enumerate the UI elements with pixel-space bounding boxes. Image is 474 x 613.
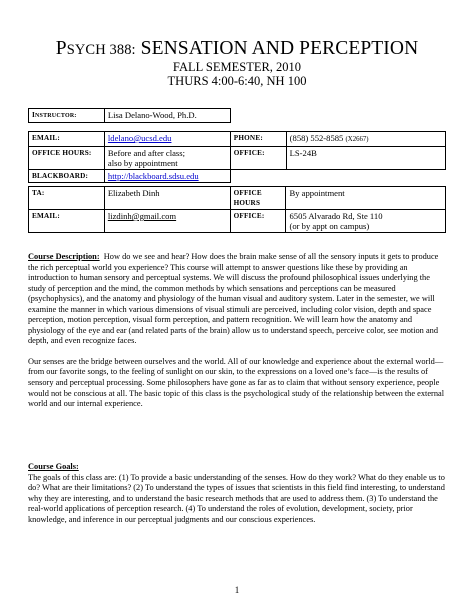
instructor-label: INSTRUCTOR: (29, 109, 105, 123)
office-hours-row (29, 147, 446, 170)
phone-label: PHONE: (230, 132, 286, 147)
course-code-first-letter: P (55, 38, 67, 59)
ta-email-link[interactable]: lizdinh@gmail.com (107, 211, 177, 221)
course-goals-text: The goals of this class are: (1) To provide a basic understanding of the senses. How do they work? What do they enable us to do? What are their limitations? (2) To understand the types of issues that scientists in this field find interesting, to understand why they are interesting, and to understand the basic research methods that are used to address them. (3) To understand the real-world applications of perception research. (4) To understand the roles of evolution, development, society, prior knowledge, and inference in our perceptual judgments and our conscious experiences. (28, 472, 445, 524)
ta-table (28, 186, 446, 233)
instructor-row (29, 109, 446, 123)
blackboard-row (29, 170, 446, 183)
email-phone-row (29, 132, 446, 147)
schedule: THURS 4:00-6:40, NH 100 (167, 74, 307, 88)
office-value: LS-24B (286, 147, 445, 170)
ta-office-hours-value: By appointment (286, 187, 446, 210)
office-label: OFFICE: (230, 147, 286, 170)
course-description (28, 252, 448, 410)
instructor-name: Lisa Delano-Wood, Ph.D. (104, 109, 230, 123)
ta-email-row (29, 210, 446, 233)
instructor-email-link[interactable]: ldelano@ucsd.edu (107, 133, 172, 143)
office-hours-label: OFFICE HOURS: (29, 147, 105, 170)
ta-name: Elizabeth Dinh (104, 187, 230, 210)
ta-office-hours-label: OFFICE HOURS (230, 187, 286, 210)
phone-ext: (X2667) (345, 136, 369, 143)
email-label: EMAIL: (29, 132, 105, 147)
course-goals-heading: Course Goals: (28, 462, 79, 471)
course-goals (28, 462, 448, 525)
blackboard-label: BLACKBOARD: (29, 170, 105, 183)
course-description-heading: Course Description: (28, 252, 100, 261)
ta-office-label: OFFICE: (230, 210, 286, 233)
course-title-text: SENSATION AND PERCEPTION (140, 38, 419, 59)
ta-label: TA: (29, 187, 105, 210)
page-number: 1 (234, 585, 240, 595)
course-title (0, 38, 474, 61)
ta-row (29, 187, 446, 210)
instructor-table (28, 108, 446, 183)
course-code-rest: SYCH 388: (66, 42, 136, 58)
blackboard-link[interactable]: http://blackboard.sdsu.edu (107, 171, 199, 181)
course-description-text: How do we see and hear? How does the brain make sense of all the sensory inputs it gets to produce the rich perceptual world you experience? This course will attempt to answer questions like these by providing an introduction to human sensory and perceptual systems. We will discuss the profound philosophical issues underlying the study of perception and the mind, the common methods by which sensations and perceptions can be measured (psychophysics), and the anatomy and physiology of the human visual and auditory system. Later in the semester, we will examine the manner in which various dimensions of visual stimuli are perceived, including color vision, depth and space perception, motion perception, visual form perception, and pattern recognition. We will learn how the anatomy and physiology of the eye and ear (and related parts of the brain) allow us to understand speech, perceive color, see motion and depth, and even recognize faces. (28, 252, 439, 346)
office-hours-value: Before and after class; also by appointment (104, 147, 230, 170)
ta-office-value: 6505 Alvarado Rd, Ste 110 (or by appt on campus) (286, 210, 446, 233)
ta-email-label: EMAIL: (29, 210, 105, 233)
semester: FALL SEMESTER, 2010 (172, 60, 302, 74)
phone-value: (858) 552-8585 (X2667) (286, 132, 445, 147)
course-description-paragraph-2: Our senses are the bridge between ourselves and the world. All of our knowledge and experience about the external world—from our favorite songs, to the feeling of sunlight on our skin, to the expressions on a loved one’s face—is the results of sensory and perceptual processing. Some philosophers have gone as far as to claim that without sensory experience, people would not be conscious at all. The basic topic of this class is the psychological study of the relationship between the external world and our internal experience. (28, 356, 445, 409)
course-description-paragraph (28, 252, 448, 347)
